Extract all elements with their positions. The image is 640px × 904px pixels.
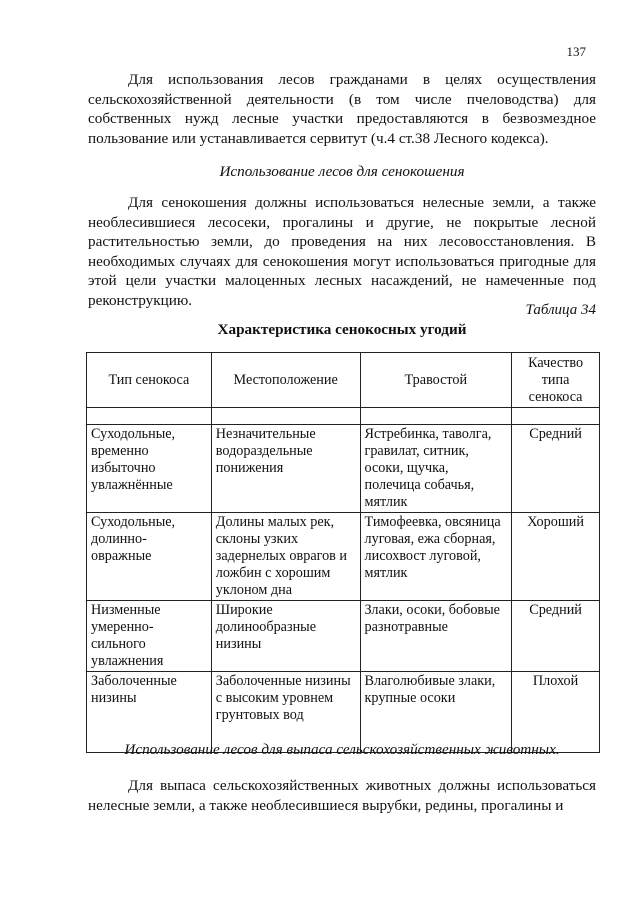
table-header-row bbox=[87, 353, 600, 408]
spacer-cell bbox=[512, 408, 600, 425]
cell-location: Долины малых рек, склоны узких задернелых оврагов и ложбин с хорошим уклоном дна bbox=[211, 513, 360, 601]
cell-hay-type: Суходольные, долинно-овражные bbox=[87, 513, 212, 601]
spacer-cell bbox=[211, 408, 360, 425]
table-spacer-row bbox=[87, 408, 600, 425]
paragraph-grazing: Для выпаса сельскохозяйственных животных должны использоваться нелесные земли, а также необлесившиеся вырубки, редины, прогалины и bbox=[88, 777, 596, 814]
page-number: 137 bbox=[566, 44, 586, 59]
table-row bbox=[87, 601, 600, 672]
cell-location: Широкие долинообразные низины bbox=[211, 601, 360, 672]
section-heading-grazing: Использование лесов для выпаса сельскохозяйственных животных. bbox=[124, 741, 560, 758]
spacer-cell bbox=[87, 408, 212, 425]
cell-grass-stand: Влаголюбивые злаки, крупные осоки bbox=[360, 672, 512, 753]
cell-hay-type: Заболоченные низины bbox=[87, 672, 212, 753]
hayfield-table bbox=[86, 352, 600, 753]
cell-quality: Хороший bbox=[512, 513, 600, 601]
table-label: Таблица 34 bbox=[525, 302, 596, 318]
cell-quality: Плохой bbox=[512, 672, 600, 753]
table-title: Характеристика сенокосных угодий bbox=[217, 321, 467, 338]
paragraph-forest-use-citizens: Для использования лесов гражданами в целях осуществления сельскохозяйственной деятельности (в том числе пчеловодства) для собственных нужд лесные участки предоставляются в безвозмездное пользование или устанавливается сервитут (ч.4 ст.38 Лесного кодекса). bbox=[88, 71, 596, 147]
cell-quality: Средний bbox=[512, 425, 600, 513]
header-location: Местоположение bbox=[211, 353, 360, 408]
cell-grass-stand: Ястребинка, таволга, гравилат, ситник, осоки, щучка, полечица собачья, мятлик bbox=[360, 425, 512, 513]
cell-quality: Средний bbox=[512, 601, 600, 672]
cell-grass-stand: Злаки, осоки, бобовые разнотравные bbox=[360, 601, 512, 672]
header-quality: Качество типа сенокоса bbox=[512, 353, 600, 408]
cell-grass-stand: Тимофеевка, овсяница луговая, ежа сборная, лисохвост луговой, мятлик bbox=[360, 513, 512, 601]
cell-hay-type: Низменные умеренно-сильного увлажнения bbox=[87, 601, 212, 672]
header-grass-stand: Травостой bbox=[360, 353, 512, 408]
table-row bbox=[87, 513, 600, 601]
cell-location: Незначительные водораздельные понижения bbox=[211, 425, 360, 513]
cell-location: Заболоченные низины с высоким уровнем грунтовых вод bbox=[211, 672, 360, 753]
table-row bbox=[87, 425, 600, 513]
paragraph-haymaking: Для сенокошения должны использоваться нелесные земли, а также необлесившиеся лесосеки, прогалины и другие, не покрытые лесной растительностью земли, до проведения на них лесовосстановления. В необходимых случаях для сенокошения могут использоваться пригодные для этой цели участки малоценных лесных насаждений, не намеченные под реконструкцию. bbox=[88, 194, 596, 309]
section-heading-haymaking: Использование лесов для сенокошения bbox=[219, 163, 465, 180]
spacer-cell bbox=[360, 408, 512, 425]
header-hay-type: Тип сенокоса bbox=[87, 353, 212, 408]
cell-hay-type: Суходольные, временно избыточно увлажнённые bbox=[87, 425, 212, 513]
